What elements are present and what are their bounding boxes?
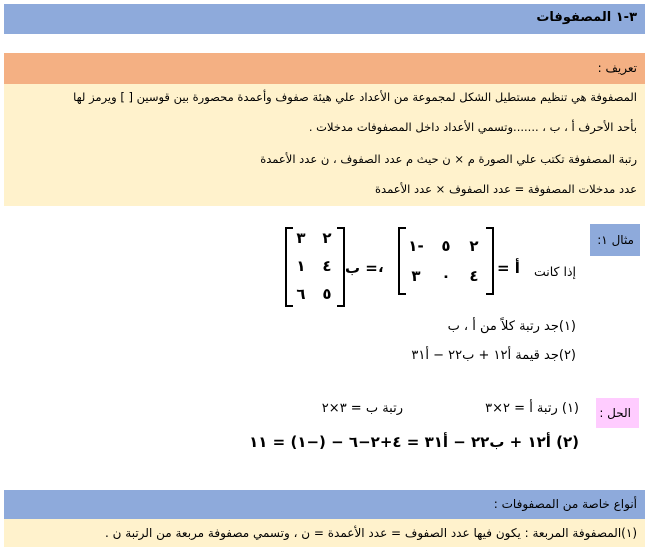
matrix-a-cell: ٣ [411,267,421,285]
if-label: إذا كانت [534,264,576,279]
solution-tag [596,398,639,428]
matrix-a-cell: ٤ [469,267,479,285]
question-1: (١)جد رتبة كلاً من أ ، ب [447,319,576,334]
matrix-b-cell: ٦ [296,285,306,303]
definition-body [4,84,645,206]
matrix-a [398,227,494,295]
matrix-b-cell: ٢ [322,229,332,247]
solution-tag-label: الحل : [599,406,631,420]
definition-line-1: المصفوفة هي تنظيم مستطيل الشكل لمجموعة من الأعداد علي هيئة صفوف وأعمدة محصورة بين قوسين [ ] ويرمز لها [73,90,637,104]
matrix-b-cell: ٤ [322,257,332,275]
definition-header-label: تعريف : [597,61,637,75]
comma: ، [378,258,384,276]
matrix-b [285,227,345,307]
matrix-a-cell: ٢ [469,237,479,255]
matrix-b-cell: ١ [296,257,306,275]
definition-line-2: بأحد الأحرف أ ، ب ، .......وتسمي الأعداد داخل المصفوفات مدخلات . [308,120,637,134]
matrix-b-cell: ٣ [296,229,306,247]
solution-line-1a: (١) رتبة أ = ٢×٣ [485,401,579,416]
definition-line-4: عدد مدخلات المصفوفة = عدد الصفوف × عدد الأعمدة [375,182,637,196]
matrix-a-cell: ٥ [441,237,451,255]
matrix-a-label: أ = [497,259,520,277]
section-title: ٣-١ المصفوفات [536,10,637,25]
definition-header [4,53,645,84]
matrix-a-cell: ٠ [441,267,451,285]
example-tag-label: مثال ١: [597,233,634,247]
solution-line-1b: رتبة ب = ٣×٢ [321,401,403,416]
solution-line-2: (٢) أ١٢ + ب٢٢ − أ٣١ = ٤+٢−٦ − (−١) = ١١ [249,433,579,451]
types-item-1: (١)المصفوفة المربعة : يكون فيها عدد الصفوف = عدد الأعمدة = ن ، وتسمي مصفوفة مربعة من الرتبة ن . [105,526,637,540]
section-title-bar [4,4,645,34]
example-tag [590,224,640,256]
question-2: (٢)جد قيمة أ١٢ + ب٢٢ − أ٣١ [411,348,576,363]
types-header: أنواع خاصة من المصفوفات : [493,497,637,511]
matrix-b-cell: ٥ [322,285,332,303]
matrix-a-cell: ١- [408,237,424,255]
types-header-bar [4,490,645,519]
types-body [4,519,645,547]
definition-line-3: رتبة المصفوفة تكتب علي الصورة م × ن حيث م عدد الصفوف ، ن عدد الأعمدة [260,152,637,166]
matrix-b-label: = ب [345,259,378,277]
